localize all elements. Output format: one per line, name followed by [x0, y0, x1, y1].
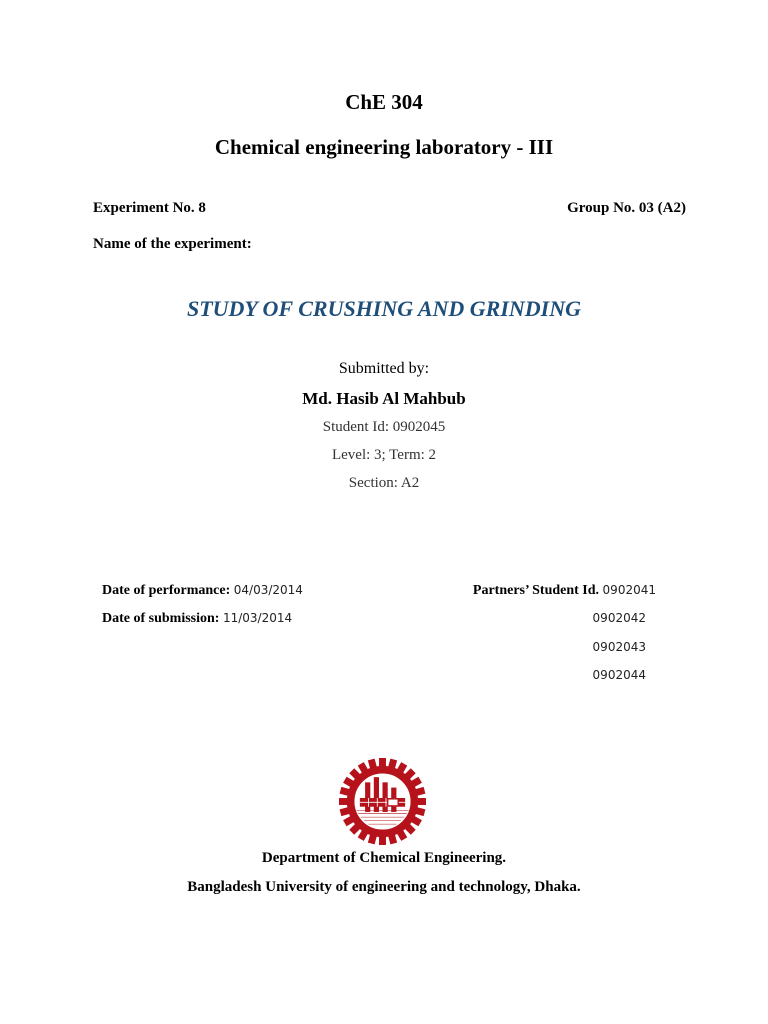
experiment-number: Experiment No. 8 [93, 200, 206, 216]
department-name: Department of Chemical Engineering. [261, 850, 507, 866]
date-of-performance-label: Date of performance: [102, 583, 231, 598]
course-name: Chemical engineering laboratory - III [214, 135, 554, 159]
date-of-performance [102, 583, 303, 599]
date-of-submission-value: 11/03/2014 [222, 611, 293, 625]
date-of-submission-label: Date of submission: [102, 611, 220, 626]
student-id: Student Id: 0902045 [322, 419, 446, 435]
course-code: ChE 304 [345, 90, 423, 114]
group-number: Group No. 03 (A2) [567, 200, 686, 216]
date-of-submission [102, 611, 292, 627]
partner-id: 0902043 [592, 640, 646, 654]
partner-id: 0902041 [602, 583, 656, 597]
experiment-title: STUDY OF CRUSHING AND GRINDING [186, 296, 582, 321]
partner-id: 0902044 [592, 668, 646, 682]
section: Section: A2 [348, 475, 420, 491]
university-name: Bangladesh University of engineering and technology, Dhaka. [187, 879, 581, 895]
partners-student-id [473, 583, 656, 599]
university-seal-icon [339, 758, 426, 845]
experiment-name-label: Name of the experiment: [93, 236, 252, 252]
level-term: Level: 3; Term: 2 [331, 447, 437, 463]
date-of-performance-value: 04/03/2014 [233, 583, 303, 597]
partner-id: 0902042 [592, 611, 646, 625]
partners-label: Partners’ Student Id. [472, 583, 600, 598]
student-name: Md. Hasib Al Mahbub [302, 389, 466, 408]
submitted-by-label: Submitted by: [338, 360, 430, 377]
